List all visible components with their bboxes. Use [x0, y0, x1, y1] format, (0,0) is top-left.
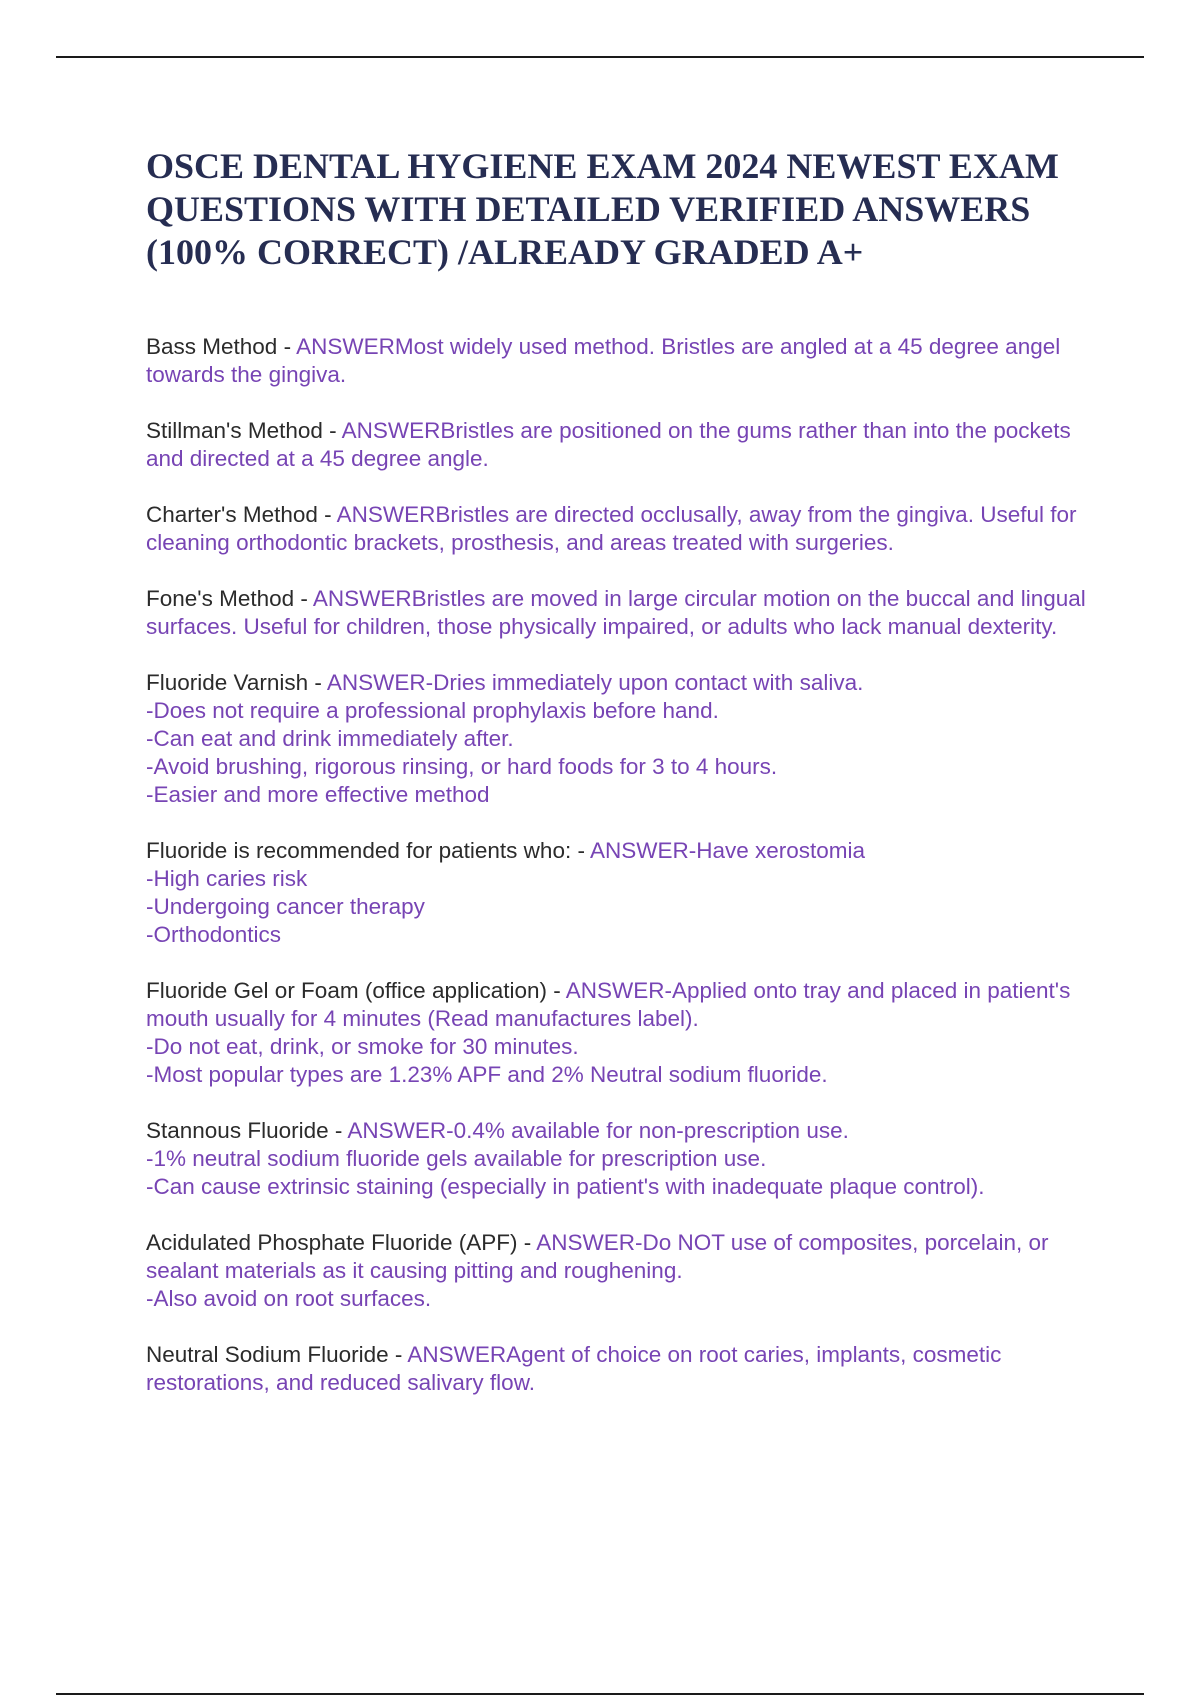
bottom-rule — [56, 1693, 1144, 1695]
qa-item — [146, 977, 1096, 1089]
question-term: Fone's Method - — [146, 586, 313, 611]
qa-item — [146, 1229, 1096, 1313]
answer-line: -High caries risk — [146, 866, 308, 891]
answer-text: ANSWER-Dries immediately upon contact with saliva. — [326, 670, 864, 695]
answer-line: -Avoid brushing, rigorous rinsing, or hard foods for 3 to 4 hours. — [146, 754, 778, 779]
answer-line: -Can cause extrinsic staining (especially in patient's with inadequate plaque control). — [146, 1174, 985, 1199]
top-rule — [56, 56, 1144, 58]
qa-item — [146, 585, 1096, 641]
question-term: Stillman's Method - — [146, 418, 342, 443]
answer-text: ANSWER-Have xerostomia — [589, 838, 866, 863]
answer-line: -Also avoid on root surfaces. — [146, 1286, 432, 1311]
answer-text: ANSWERMost widely used method. Bristles are angled at a 45 degree angel towards the gingiva. — [146, 334, 1061, 387]
answer-text: ANSWER-0.4% available for non-prescription use. — [347, 1118, 849, 1143]
answer-text: ANSWER-Do NOT use of composites, porcelain, or sealant materials as it causing pitting and roughening. — [146, 1230, 1049, 1283]
answer-line: -Undergoing cancer therapy — [146, 894, 425, 919]
answer-text: ANSWERBristles are positioned on the gums rather than into the pockets and directed at a 45 degree angle. — [146, 418, 1071, 471]
page-title: OSCE DENTAL HYGIENE EXAM 2024 NEWEST EXAM QUESTIONS WITH DETAILED VERIFIED ANSWERS (100% CORRECT) /ALREADY GRADED A+ — [146, 146, 1059, 272]
answer-line: -Does not require a professional prophylaxis before hand. — [146, 698, 719, 723]
answer-line: -Do not eat, drink, or smoke for 30 minutes. — [146, 1034, 579, 1059]
question-term: Fluoride Gel or Foam (office application) - — [146, 978, 566, 1003]
qa-item — [146, 1341, 1096, 1397]
answer-line: -Most popular types are 1.23% APF and 2% Neutral sodium fluoride. — [146, 1062, 828, 1087]
qa-item — [146, 333, 1096, 389]
question-term: Charter's Method - — [146, 502, 337, 527]
answer-text: ANSWER-Applied onto tray and placed in patient's mouth usually for 4 minutes (Read manufactures label). — [146, 978, 1071, 1031]
answer-text: ANSWERBristles are moved in large circular motion on the buccal and lingual surfaces. Useful for children, those physically impaired, or adults who lack manual dexterity. — [146, 586, 1086, 639]
question-term: Fluoride is recommended for patients who: - — [146, 838, 590, 863]
answer-text: ANSWERBristles are directed occlusally, away from the gingiva. Useful for cleaning orthodontic brackets, prosthesis, and areas treated with surgeries. — [146, 502, 1077, 555]
answer-line: -Easier and more effective method — [146, 782, 490, 807]
answer-line: -Orthodontics — [146, 922, 282, 947]
qa-item — [146, 1117, 1096, 1201]
answer-line: -1% neutral sodium fluoride gels available for prescription use. — [146, 1146, 767, 1171]
qa-item — [146, 417, 1096, 473]
question-term: Stannous Fluoride - — [146, 1118, 348, 1143]
question-term: Bass Method - — [146, 334, 297, 359]
answer-text: ANSWERAgent of choice on root caries, implants, cosmetic restorations, and reduced salivary flow. — [146, 1342, 1002, 1395]
question-term: Fluoride Varnish - — [146, 670, 327, 695]
qa-item — [146, 837, 1096, 949]
qa-list — [146, 333, 1096, 1425]
qa-item — [146, 669, 1096, 809]
qa-item — [146, 501, 1096, 557]
answer-line: -Can eat and drink immediately after. — [146, 726, 514, 751]
question-term: Acidulated Phosphate Fluoride (APF) - — [146, 1230, 537, 1255]
question-term: Neutral Sodium Fluoride - — [146, 1342, 408, 1367]
